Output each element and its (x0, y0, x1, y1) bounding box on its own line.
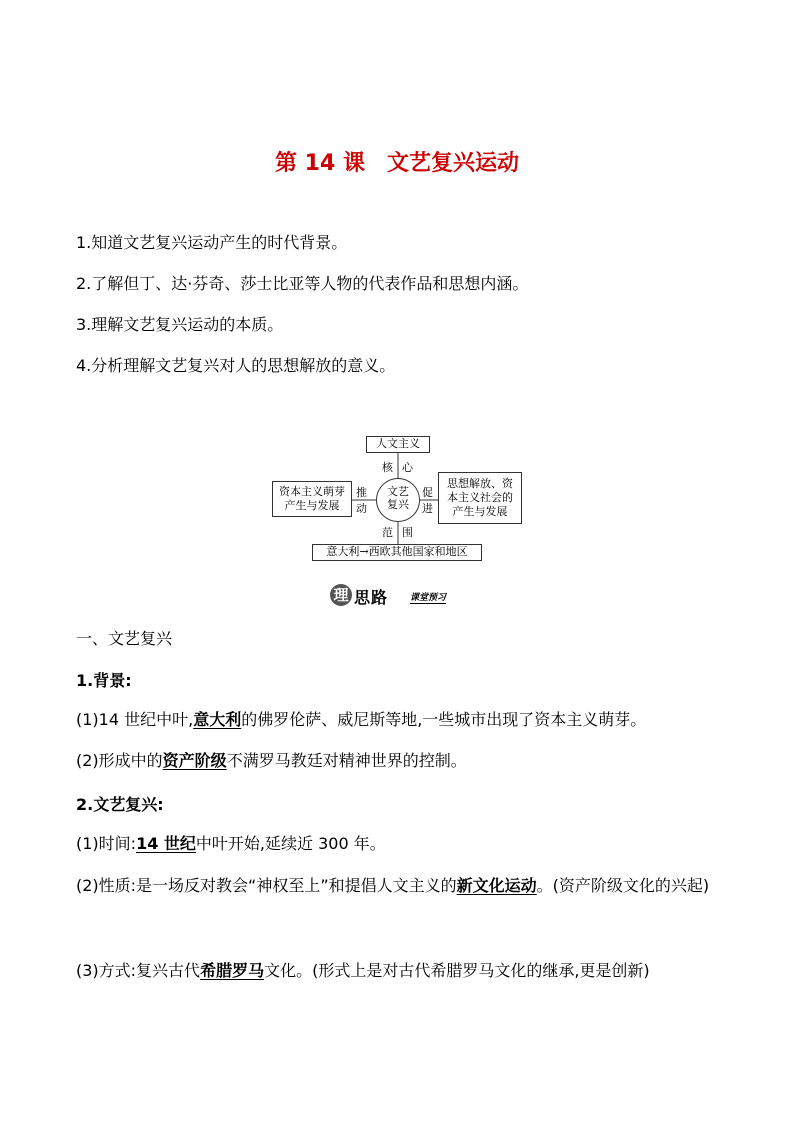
mindmap-top-box: 人文主义 (366, 436, 430, 453)
answer-highlight: 14 世纪 (136, 834, 196, 853)
lesson-title (0, 146, 794, 177)
mindmap-bottom-link-left: 范 (382, 526, 393, 539)
logo-ball-icon: 理 (330, 584, 352, 606)
objective-3: 3.理解文艺复兴运动的本质。 (76, 315, 284, 334)
objective-1: 1.知道文艺复兴运动产生的时代背景。 (76, 233, 348, 252)
mindmap-left-link-bottom: 动 (356, 502, 367, 515)
mindmap-top-link-left: 核 (382, 461, 393, 474)
lesson-name: 文艺复兴运动 (386, 151, 519, 176)
lesson-number: 第 14 课 (275, 151, 365, 176)
text: 文化。(形式上是对古代希腊罗马文化的继承,更是创新) (264, 961, 650, 980)
mindmap-right-box (438, 472, 522, 524)
answer-highlight: 意大利 (193, 710, 242, 729)
mindmap-right-line3: 产生与发展 (452, 505, 508, 518)
answer-highlight: 希腊罗马 (200, 961, 265, 980)
renaissance-heading: 2.文艺复兴: (76, 795, 164, 814)
mindmap-left-line1: 资本主义萌芽 (279, 485, 345, 498)
mindmap-bottom-box: 意大利→西欧其他国家和地区 (312, 544, 482, 561)
answer-highlight: 资产阶级 (162, 751, 227, 770)
mindmap-right-link-bottom: 进 (422, 502, 433, 515)
text: 。(资产阶级文化的兴起) (536, 876, 710, 895)
text: (2)形成中的 (76, 751, 163, 770)
mindmap-bottom-link-right: 围 (402, 526, 413, 539)
mindmap-center-line2: 复兴 (387, 498, 409, 511)
text: (1)时间: (76, 834, 137, 853)
logo-word: 思路 (354, 588, 389, 607)
logo-subtitle: 课堂预习 (410, 590, 446, 604)
answer-highlight: 新文化运动 (456, 876, 537, 895)
section-heading: 一、文艺复兴 (76, 629, 173, 648)
text: (2)性质:是一场反对教会“神权至上”和提倡人文主义的 (76, 876, 457, 895)
background-heading: 1.背景: (76, 671, 132, 690)
text: 中叶开始,延续近 300 年。 (195, 834, 386, 853)
background-item-1 (76, 709, 646, 731)
objective-4: 4.分析理解文艺复兴对人的思想解放的意义。 (76, 356, 396, 375)
mindmap-right-line1: 思想解放、资 (447, 477, 513, 490)
mindmap-center-line1: 文艺 (387, 485, 409, 498)
mindmap-center-circle (376, 478, 420, 522)
text: (3)方式:复兴古代 (76, 961, 201, 980)
mindmap-top-link-right: 心 (402, 461, 413, 474)
objective-2: 2.了解但丁、达·芬奇、莎士比亚等人物的代表作品和思想内涵。 (76, 274, 529, 293)
renaissance-item-3 (76, 954, 724, 988)
mindmap-left-link-top: 推 (356, 486, 367, 499)
text: (1)14 世纪中叶, (76, 710, 194, 729)
mind-map (270, 434, 526, 564)
text: 的佛罗伦萨、威尼斯等地,一些城市出现了资本主义萌芽。 (241, 710, 647, 729)
mindmap-left-box (272, 481, 352, 517)
mindmap-left-line2: 产生与发展 (284, 499, 340, 512)
mindmap-right-line2: 本主义社会的 (447, 491, 513, 504)
background-item-2 (76, 750, 467, 772)
renaissance-item-1 (76, 833, 386, 855)
text: 不满罗马教廷对精神世界的控制。 (226, 751, 467, 770)
renaissance-item-2 (76, 869, 724, 903)
mindmap-right-link-top: 促 (422, 486, 433, 499)
